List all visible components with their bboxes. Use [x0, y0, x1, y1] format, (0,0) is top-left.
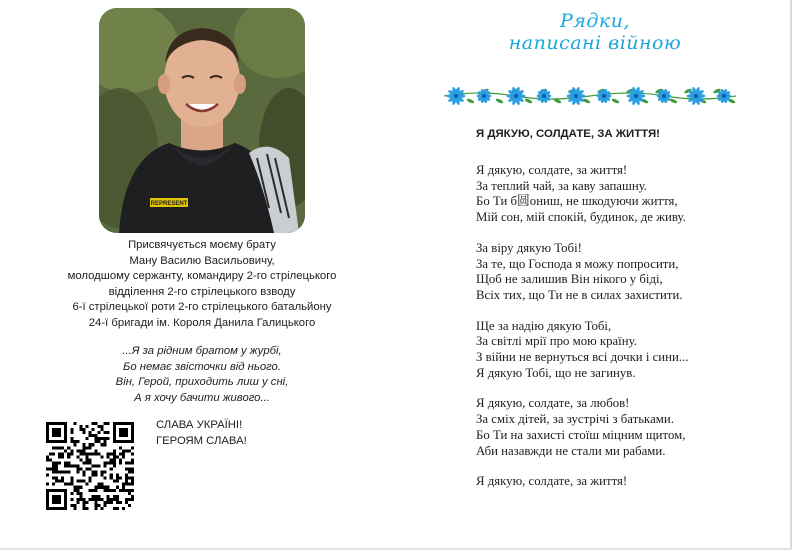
- epigraph-line: ...Я за рідним братом у журбі,: [122, 345, 282, 357]
- dedication-line: Присвячується моєму брату: [128, 239, 276, 251]
- poem-line: Аби назавжди не стали ми рабами.: [476, 443, 666, 458]
- epigraph-line: Бо немає звісточки від нього.: [123, 360, 281, 373]
- poem-line: За сміх дітей, за зустрічі з батьками.: [476, 412, 674, 427]
- poem-line: Я дякую Тобі, що не загинув.: [476, 365, 636, 380]
- poem-line: За світлі мрії про мою країну.: [476, 334, 637, 349]
- book-title: [490, 10, 700, 54]
- poem-line: За віру дякую Тобі!: [476, 240, 582, 255]
- dedication-text: [40, 238, 364, 332]
- poem-line: Бо Ти на захисті стоїш міцним щитом,: [476, 427, 686, 442]
- poem-stanza: [476, 474, 776, 490]
- poem-line: З війни не вернуться всі дочки і сини...: [476, 350, 689, 365]
- poem-line: Бо Ти б圆ониш, не шкодуючи життя,: [476, 194, 678, 209]
- poem-line: Я дякую, солдате, за життя!: [476, 163, 628, 177]
- dedication-line: 6-ї стрілецької роти 2-го стрілецького батальйону: [72, 301, 332, 314]
- dedication-line: молодшому сержанту, командиру 2-го стрілецького: [67, 270, 337, 283]
- poem-stanza: [476, 241, 776, 304]
- dedication-line: відділення 2-го стрілецького взводу: [108, 285, 296, 298]
- cornflower-icon: [627, 86, 646, 105]
- poem-stanza: [476, 396, 776, 459]
- poem-title: Я ДЯКУЮ, СОЛДАТЕ, ЗА ЖИТТЯ!: [476, 128, 660, 140]
- cornflower-icon: [567, 86, 586, 105]
- epigraph-line: Він, Герой, приходить лиш у сні,: [115, 376, 289, 389]
- book-title-line: Рядки,: [559, 10, 631, 32]
- dedication-line: 24-ї бригади ім. Короля Данила Галицького: [88, 316, 316, 329]
- poem-line: Я дякую, солдате, за життя!: [476, 474, 628, 489]
- slogan: [156, 418, 247, 449]
- shirt-print-text: REPRESENT: [150, 201, 188, 207]
- poem-stanza: [476, 319, 776, 382]
- slogan-line: СЛАВА УКРАЇНІ!: [156, 419, 243, 431]
- book-title-line: написані війною: [508, 32, 682, 54]
- poem-line: Всіх тих, що Ти не в силах захистити.: [476, 287, 683, 302]
- poem-line: За те, що Господа я можу попросити,: [476, 256, 679, 271]
- cornflower-ornament: [440, 82, 740, 110]
- dedication-line: Ману Василю Васильовичу,: [129, 254, 275, 267]
- portrait-photo: [99, 8, 305, 233]
- epigraph-verse: [60, 344, 344, 406]
- poem-line: Ще за надію дякую Тобі,: [476, 318, 612, 333]
- poem-line: За теплий чай, за каву запашну.: [476, 178, 648, 193]
- slogan-line: ГЕРОЯМ СЛАВА!: [156, 434, 247, 447]
- qr-code[interactable]: [46, 422, 134, 510]
- epigraph-line: А я хочу бачити живого...: [134, 391, 270, 404]
- poem-line: Мій сон, мій спокій, будинок, де живу.: [476, 210, 686, 225]
- poem-line: Я дякую, солдате, за любов!: [476, 396, 630, 411]
- poem-stanza: [476, 163, 776, 226]
- poem-body: [476, 163, 776, 505]
- poem-line: Щоб не залишив Він нікого у біді,: [476, 272, 663, 287]
- cornflower-icon: [477, 88, 492, 103]
- cornflower-icon: [537, 88, 552, 103]
